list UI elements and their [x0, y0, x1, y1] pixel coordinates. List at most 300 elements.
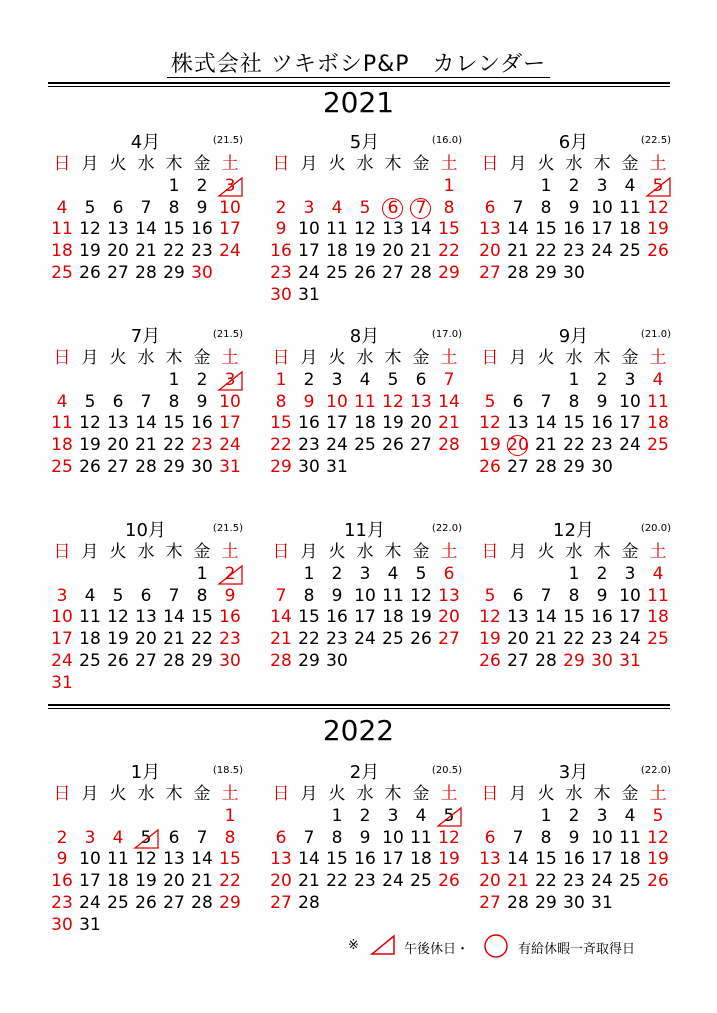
day-cell: 16 — [219, 607, 241, 628]
empty-cell — [132, 176, 160, 198]
day-cell: 19 — [647, 849, 669, 870]
month-3月 — [476, 762, 671, 915]
day-cell: 23 — [219, 629, 241, 650]
month-name: 2月 — [349, 762, 380, 783]
day-cell: 6 — [140, 585, 152, 606]
day-cell: 23 — [591, 435, 613, 456]
day-cell: 8 — [224, 827, 236, 848]
day-cell: 20 — [479, 241, 501, 262]
day-cell: 11 — [326, 219, 348, 240]
day-cell: 26 — [479, 650, 501, 671]
day-cell: 13 — [507, 607, 529, 628]
calendar-title: 株式会社 ツキボシP&P カレンダー — [0, 52, 717, 78]
day-cell: 7 — [140, 197, 152, 218]
day-cell: 7 — [540, 391, 552, 412]
weekday-header: 日 — [481, 154, 499, 174]
day-cell: 15 — [219, 849, 241, 870]
day-cell: 4 — [359, 369, 371, 390]
day-grid — [476, 542, 671, 673]
month-2月 — [267, 762, 462, 915]
day-cell: 9 — [596, 585, 608, 606]
day-cell: 30 — [270, 284, 292, 305]
day-cell: 8 — [568, 585, 580, 606]
day-cell: 1 — [540, 175, 552, 196]
day-cell: 13 — [479, 219, 501, 240]
weekday-header: 日 — [481, 542, 499, 562]
month-hours: (17.0) — [431, 329, 462, 340]
month-hours: (21.5) — [212, 523, 243, 534]
day-cell: 16 — [326, 607, 348, 628]
day-cell: 15 — [163, 219, 185, 240]
day-cell: 17 — [79, 871, 101, 892]
day-cell: 23 — [563, 241, 585, 262]
weekday-header: 火 — [109, 154, 127, 174]
day-cell: 28 — [191, 892, 213, 913]
day-cell: 31 — [591, 892, 613, 913]
weekday-header: 土 — [649, 784, 667, 804]
day-cell: 13 — [438, 585, 460, 606]
half-day-triangle-icon — [132, 828, 160, 850]
month-6月 — [476, 132, 671, 285]
day-cell: 5 — [84, 197, 96, 218]
weekday-header: 土 — [221, 784, 239, 804]
day-cell: 3 — [596, 175, 608, 196]
weekday-header: 水 — [137, 348, 155, 368]
day-cell: 18 — [354, 413, 376, 434]
day-cell: 23 — [563, 871, 585, 892]
day-cell: 24 — [219, 435, 241, 456]
day-cell: 26 — [647, 871, 669, 892]
day-cell: 21 — [270, 629, 292, 650]
weekday-header: 日 — [481, 784, 499, 804]
day-cell: 8 — [443, 197, 455, 218]
day-cell: 2 — [303, 369, 315, 390]
weekday-header: 日 — [53, 348, 71, 368]
day-cell: 3 — [216, 370, 244, 392]
month-hours: (21.5) — [212, 329, 243, 340]
weekday-header: 木 — [384, 784, 402, 804]
weekday-header: 火 — [109, 542, 127, 562]
day-cell: 22 — [535, 241, 557, 262]
day-cell: 29 — [535, 262, 557, 283]
day-cell: 18 — [410, 849, 432, 870]
day-cell: 6 — [415, 369, 427, 390]
month-1月 — [48, 762, 243, 937]
month-hours: (18.5) — [212, 765, 243, 776]
day-cell: 16 — [591, 413, 613, 434]
day-cell: 11 — [382, 585, 404, 606]
day-cell: 9 — [568, 197, 580, 218]
day-cell: 10 — [382, 827, 404, 848]
empty-cell — [160, 806, 188, 828]
day-cell: 16 — [354, 849, 376, 870]
day-cell: 26 — [354, 262, 376, 283]
day-cell: 29 — [438, 262, 460, 283]
month-hours: (22.0) — [640, 765, 671, 776]
day-cell: 17 — [382, 849, 404, 870]
day-cell: 3 — [331, 369, 343, 390]
day-cell: 24 — [51, 650, 73, 671]
empty-cell — [476, 176, 504, 198]
weekday-header: 火 — [537, 154, 555, 174]
month-11月 — [267, 520, 462, 673]
day-cell: 14 — [438, 391, 460, 412]
weekday-header: 金 — [412, 784, 430, 804]
day-cell: 27 — [410, 435, 432, 456]
day-cell: 30 — [51, 914, 73, 935]
day-cell: 1 — [540, 805, 552, 826]
day-cell: 8 — [168, 391, 180, 412]
day-cell: 19 — [107, 629, 129, 650]
day-cell: 4 — [84, 585, 96, 606]
day-cell: 26 — [438, 871, 460, 892]
day-cell: 20 — [382, 241, 404, 262]
empty-cell — [48, 806, 76, 828]
day-cell: 24 — [354, 629, 376, 650]
day-cell: 10 — [219, 197, 241, 218]
day-cell: 29 — [191, 650, 213, 671]
day-cell: 1 — [168, 369, 180, 390]
day-cell: 27 — [479, 892, 501, 913]
day-cell: 22 — [438, 241, 460, 262]
weekday-header: 土 — [440, 154, 458, 174]
day-grid — [267, 348, 462, 479]
weekday-header: 水 — [356, 542, 374, 562]
day-cell: 7 — [443, 369, 455, 390]
weekday-header: 火 — [537, 542, 555, 562]
day-cell: 16 — [298, 413, 320, 434]
empty-cell — [132, 806, 160, 828]
day-cell: 11 — [79, 607, 101, 628]
day-cell: 13 — [507, 413, 529, 434]
weekday-header: 木 — [165, 348, 183, 368]
month-5月 — [267, 132, 462, 307]
year-2022-heading: 2022 — [322, 714, 395, 747]
empty-cell — [104, 176, 132, 198]
day-cell: 15 — [163, 413, 185, 434]
day-cell: 19 — [438, 849, 460, 870]
weekday-header: 水 — [565, 542, 583, 562]
day-cell: 4 — [415, 805, 427, 826]
day-cell: 20 — [479, 871, 501, 892]
weekday-header: 日 — [53, 542, 71, 562]
day-cell: 17 — [619, 413, 641, 434]
day-cell: 29 — [270, 456, 292, 477]
empty-cell — [504, 806, 532, 828]
weekday-header: 火 — [537, 348, 555, 368]
day-cell: 14 — [191, 849, 213, 870]
day-cell: 3 — [387, 805, 399, 826]
weekday-header: 日 — [272, 348, 290, 368]
day-cell: 27 — [135, 650, 157, 671]
month-name: 7月 — [130, 326, 161, 347]
weekday-header: 金 — [412, 348, 430, 368]
empty-cell — [76, 176, 104, 198]
day-cell: 16 — [191, 413, 213, 434]
weekday-header: 月 — [81, 348, 99, 368]
month-name: 4月 — [130, 132, 161, 153]
empty-cell — [351, 176, 379, 198]
empty-cell — [532, 564, 560, 586]
empty-cell — [476, 806, 504, 828]
weekday-header: 木 — [593, 542, 611, 562]
month-hours: (22.5) — [640, 135, 671, 146]
day-cell: 31 — [51, 672, 73, 693]
day-cell: 8 — [168, 197, 180, 218]
day-cell: 13 — [382, 219, 404, 240]
day-cell: 31 — [326, 456, 348, 477]
weekday-header: 金 — [412, 154, 430, 174]
day-cell: 29 — [535, 892, 557, 913]
day-cell: 15 — [563, 413, 585, 434]
day-cell: 30 — [191, 456, 213, 477]
day-cell: 12 — [382, 391, 404, 412]
day-cell: 15 — [270, 413, 292, 434]
day-cell: 28 — [507, 262, 529, 283]
day-cell: 24 — [591, 241, 613, 262]
weekday-header: 木 — [384, 542, 402, 562]
month-hours: (22.0) — [431, 523, 462, 534]
day-cell: 6 — [112, 391, 124, 412]
day-cell: 21 — [507, 871, 529, 892]
day-grid — [48, 784, 243, 937]
day-cell: 18 — [382, 607, 404, 628]
half-day-label: 午後休日・ — [404, 942, 470, 957]
legend — [348, 934, 668, 960]
day-cell: 3 — [84, 827, 96, 848]
day-cell: 18 — [326, 241, 348, 262]
day-grid — [48, 348, 243, 479]
day-cell: 6 — [512, 585, 524, 606]
month-name: 9月 — [558, 326, 589, 347]
day-cell: 30 — [591, 456, 613, 477]
weekday-header: 土 — [649, 154, 667, 174]
month-9月 — [476, 326, 671, 479]
day-cell: 17 — [298, 241, 320, 262]
empty-cell — [48, 370, 76, 392]
day-cell: 5 — [484, 391, 496, 412]
day-cell: 23 — [191, 435, 213, 456]
day-cell: 21 — [535, 629, 557, 650]
empty-cell — [267, 806, 295, 828]
day-cell: 31 — [619, 650, 641, 671]
day-cell: 12 — [647, 827, 669, 848]
day-cell: 24 — [326, 435, 348, 456]
day-cell: 7 — [540, 585, 552, 606]
day-cell: 25 — [354, 435, 376, 456]
day-cell: 25 — [79, 650, 101, 671]
day-cell: 14 — [507, 219, 529, 240]
day-cell: 26 — [382, 435, 404, 456]
day-cell: 20 — [270, 871, 292, 892]
month-name: 6月 — [558, 132, 589, 153]
weekday-header: 水 — [356, 348, 374, 368]
day-cell: 20 — [507, 629, 529, 650]
day-cell: 23 — [354, 871, 376, 892]
day-cell: 21 — [507, 241, 529, 262]
paid-leave-label: 有給休暇一斉取得日 — [518, 942, 636, 957]
day-cell: 2 — [596, 369, 608, 390]
weekday-header: 土 — [649, 348, 667, 368]
day-cell: 29 — [563, 650, 585, 671]
day-cell: 26 — [135, 892, 157, 913]
day-cell: 1 — [168, 175, 180, 196]
weekday-header: 月 — [81, 784, 99, 804]
weekday-header: 金 — [412, 542, 430, 562]
half-day-triangle-icon — [370, 934, 396, 956]
day-cell: 6 — [379, 198, 407, 220]
day-cell: 12 — [354, 219, 376, 240]
day-cell: 6 — [512, 391, 524, 412]
day-cell: 23 — [191, 241, 213, 262]
day-cell: 2 — [596, 563, 608, 584]
empty-cell — [132, 370, 160, 392]
empty-cell — [267, 176, 295, 198]
weekday-header: 日 — [272, 542, 290, 562]
day-cell: 14 — [135, 413, 157, 434]
month-7月 — [48, 326, 243, 479]
day-cell: 11 — [619, 197, 641, 218]
month-12月 — [476, 520, 671, 673]
day-cell: 22 — [163, 435, 185, 456]
day-cell: 10 — [219, 391, 241, 412]
weekday-header: 金 — [193, 348, 211, 368]
weekday-header: 金 — [621, 784, 639, 804]
day-cell: 23 — [298, 435, 320, 456]
day-cell: 11 — [410, 827, 432, 848]
day-cell: 10 — [619, 391, 641, 412]
weekday-header: 土 — [221, 154, 239, 174]
month-8月 — [267, 326, 462, 479]
day-grid — [48, 154, 243, 285]
weekday-header: 水 — [565, 154, 583, 174]
weekday-header: 水 — [565, 348, 583, 368]
day-cell: 5 — [359, 197, 371, 218]
day-cell: 21 — [135, 435, 157, 456]
day-cell: 22 — [163, 241, 185, 262]
day-cell: 16 — [591, 607, 613, 628]
month-hours: (21.0) — [640, 329, 671, 340]
day-cell: 9 — [303, 391, 315, 412]
day-grid — [267, 154, 462, 307]
day-cell: 24 — [591, 871, 613, 892]
day-cell: 15 — [326, 849, 348, 870]
day-cell: 25 — [647, 435, 669, 456]
month-name: 12月 — [553, 520, 594, 541]
weekday-header: 木 — [384, 348, 402, 368]
paid-leave-circle-icon — [482, 934, 510, 958]
day-cell: 2 — [359, 805, 371, 826]
day-cell: 11 — [354, 391, 376, 412]
day-cell: 23 — [326, 629, 348, 650]
day-cell: 6 — [275, 827, 287, 848]
day-cell: 7 — [196, 827, 208, 848]
day-cell: 30 — [591, 650, 613, 671]
day-cell: 25 — [51, 456, 73, 477]
weekday-header: 土 — [440, 348, 458, 368]
day-cell: 18 — [619, 219, 641, 240]
weekday-header: 月 — [509, 542, 527, 562]
day-cell: 25 — [326, 262, 348, 283]
empty-cell — [323, 176, 351, 198]
half-day-triangle-icon — [216, 370, 244, 392]
month-name: 8月 — [349, 326, 380, 347]
half-day-triangle-icon — [435, 806, 463, 828]
day-cell: 28 — [135, 262, 157, 283]
day-cell: 17 — [219, 219, 241, 240]
day-cell: 27 — [270, 892, 292, 913]
day-cell: 19 — [382, 413, 404, 434]
day-cell: 7 — [407, 198, 435, 220]
day-cell: 28 — [438, 435, 460, 456]
day-cell: 9 — [331, 585, 343, 606]
day-cell: 1 — [568, 563, 580, 584]
weekday-header: 木 — [165, 542, 183, 562]
day-cell: 11 — [647, 391, 669, 412]
empty-cell — [504, 370, 532, 392]
day-cell: 12 — [79, 219, 101, 240]
day-cell: 16 — [191, 219, 213, 240]
empty-cell — [504, 176, 532, 198]
day-cell: 3 — [624, 563, 636, 584]
weekday-header: 月 — [300, 542, 318, 562]
day-grid — [476, 154, 671, 285]
day-cell: 26 — [79, 456, 101, 477]
day-cell: 25 — [107, 892, 129, 913]
day-cell: 12 — [79, 413, 101, 434]
empty-cell — [76, 806, 104, 828]
month-name: 11月 — [344, 520, 385, 541]
day-cell: 9 — [56, 849, 68, 870]
day-cell: 21 — [535, 435, 557, 456]
day-cell: 14 — [535, 607, 557, 628]
day-cell: 14 — [535, 413, 557, 434]
empty-cell — [476, 370, 504, 392]
day-cell: 7 — [512, 197, 524, 218]
day-cell: 2 — [331, 563, 343, 584]
day-cell: 19 — [479, 435, 501, 456]
empty-cell — [160, 564, 188, 586]
day-cell: 23 — [591, 629, 613, 650]
empty-cell — [76, 370, 104, 392]
day-cell: 3 — [359, 563, 371, 584]
day-cell: 9 — [224, 585, 236, 606]
day-cell: 4 — [652, 369, 664, 390]
day-cell: 19 — [135, 871, 157, 892]
day-cell: 21 — [135, 241, 157, 262]
weekday-header: 火 — [109, 784, 127, 804]
weekday-header: 木 — [165, 784, 183, 804]
day-cell: 5 — [652, 805, 664, 826]
month-hours: (20.5) — [431, 765, 462, 776]
day-cell: 10 — [619, 585, 641, 606]
day-cell: 22 — [219, 871, 241, 892]
day-cell: 19 — [79, 435, 101, 456]
day-cell: 8 — [540, 827, 552, 848]
month-name: 5月 — [349, 132, 380, 153]
day-cell: 28 — [507, 892, 529, 913]
day-cell: 19 — [479, 629, 501, 650]
day-cell: 19 — [79, 241, 101, 262]
day-cell: 1 — [224, 805, 236, 826]
month-hours: (20.0) — [640, 523, 671, 534]
weekday-header: 水 — [356, 154, 374, 174]
day-cell: 17 — [591, 219, 613, 240]
empty-cell — [379, 176, 407, 198]
day-cell: 29 — [163, 262, 185, 283]
empty-cell — [48, 564, 76, 586]
note-mark: ※ — [348, 938, 359, 953]
